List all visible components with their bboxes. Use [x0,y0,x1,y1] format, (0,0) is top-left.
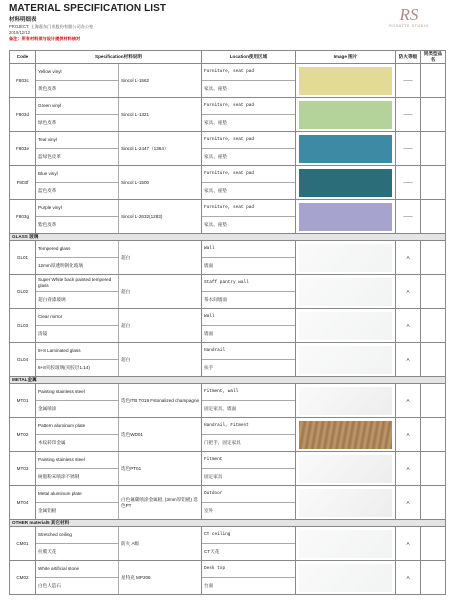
material-swatch [299,101,392,129]
location-english: Furniture, seat pad [202,98,295,115]
specification-cell [36,561,202,595]
fire-rating: —— [396,132,421,166]
specification-cell [36,132,202,166]
material-swatch [299,387,392,415]
section-title: METAL金属 [10,377,446,384]
same-type-name [421,200,446,234]
material-image-cell [296,527,396,561]
document-note: 备注：所有材料须与设计提供材料核对 [9,36,81,41]
fire-rating: A [396,309,421,343]
specification-cell [36,241,202,275]
location-cell [202,98,296,132]
material-swatch [299,203,392,231]
specification-cell [36,98,202,132]
spec-english: Painting stainless steel [36,384,118,401]
location-cell [202,275,296,309]
fire-rating: A [396,486,421,520]
material-image-cell [296,132,396,166]
spec-chinese: 12mm厚透明钢化玻璃 [38,263,83,268]
table-header-row [10,51,446,64]
spec-chinese: 白色人造石 [38,583,61,588]
spec-supplier: 防火 A级 [121,540,140,546]
material-swatch [299,564,392,592]
spec-chinese: 清镜 [38,331,48,336]
spec-supplier: 选色PT01 [121,465,142,471]
material-swatch [299,455,392,483]
same-type-name [421,275,446,309]
table-row [10,200,446,234]
table-row [10,418,446,452]
specification-cell [36,166,202,200]
location-english: Furniture, seat pad [202,166,295,183]
material-code: MT01 [10,384,36,418]
spec-supplier: 选色WD01 [121,431,143,437]
table-row [10,98,446,132]
specification-cell [36,64,202,98]
spec-supplier: Sincol L-1500 [121,179,150,185]
specification-cell [36,200,202,234]
material-image-cell [296,452,396,486]
logo-brand: ROSATTE STUDIO [389,24,429,28]
logo-mark: RS [399,5,419,24]
material-swatch [299,169,392,197]
location-english: Wall [202,241,295,258]
same-type-name [421,384,446,418]
location-chinese: 家具、座垫 [204,154,227,159]
location-english: Wall [202,309,295,326]
spec-chinese: 蓝色皮革 [38,188,57,193]
material-image-cell [296,275,396,309]
spec-english: Green vinyl [36,98,118,115]
material-image-cell [296,241,396,275]
material-code: GL04 [10,343,36,377]
table-row [10,527,446,561]
location-chinese: 门把手、固定家具 [204,440,241,445]
spec-chinese: 蓝绿色皮革 [38,154,61,159]
spec-supplier: 星特克 MP206 [121,574,151,580]
specification-cell [36,418,202,452]
col-header-code: Code [10,51,36,64]
spec-english: 8+8 Laminated glass [36,343,118,360]
spec-english: Stretched ceiling [36,527,118,544]
same-type-name [421,561,446,595]
spec-english: Pattern aluminum plate [36,418,118,435]
same-type-name [421,241,446,275]
spec-supplier: 超白 [121,322,131,328]
location-english: Furniture, seat pad [202,200,295,217]
location-chinese: 室外 [204,508,214,513]
material-code: GL02 [10,275,36,309]
spec-supplier: 选色ITB T019 Fstonalized champagne [121,397,200,403]
table-row [10,309,446,343]
spec-supplier: 超白 [121,288,131,294]
location-cell [202,241,296,275]
document-subtitle: 材料明细表 [9,17,37,23]
location-cell [202,486,296,520]
location-cell [202,384,296,418]
material-code: GL03 [10,309,36,343]
fire-rating: A [396,275,421,309]
spec-chinese: 绿色皮革 [38,120,57,125]
document-title: MATERIAL SPECIFICATION LIST [9,3,167,14]
spec-chinese: 树脂粉末喷涂不锈钢 [38,474,80,479]
spec-english: Purple vinyl [36,200,118,217]
spec-supplier: Sincol L-1562 [121,77,150,83]
spec-english: White artificial stone [36,561,118,578]
location-english: Staff pantry wall [202,275,295,292]
location-chinese: 墙面 [204,263,214,268]
location-cell [202,418,296,452]
material-image-cell [296,309,396,343]
fire-rating: —— [396,98,421,132]
location-chinese: 家具、座垫 [204,222,227,227]
spec-english: Tempered glass [36,241,118,258]
location-english: Fitment, wall [202,384,295,401]
location-chinese: 墙面 [204,331,214,336]
fire-rating: —— [396,166,421,200]
location-english: Furniture, seat pad [202,64,295,81]
spec-supplier: 白色氟碳喷涂金属板, (3mm厚铝板) 选色PT [121,496,198,508]
material-image-cell [296,98,396,132]
material-code: F803g [10,200,36,234]
location-english: CT ceiling [202,527,295,544]
material-swatch [299,135,392,163]
location-english: Desk top [202,561,295,578]
spec-supplier: Sincol L-2632(1283) [121,213,163,219]
company-logo [382,6,436,29]
table-row [10,132,446,166]
material-image-cell [296,343,396,377]
spec-english: Painting stainless steel [36,452,118,469]
col-header-location: Location使用区域 [202,51,296,64]
location-cell [202,561,296,595]
location-english: Furniture, seat pad [202,132,295,149]
location-chinese: CT天花 [204,549,220,554]
specification-cell [36,486,202,520]
material-code: MT04 [10,486,36,520]
material-swatch [299,346,392,374]
specification-cell [36,452,202,486]
table-row [10,275,446,309]
spec-chinese: 木纹转印金属 [38,440,66,445]
same-type-name [421,64,446,98]
location-chinese: 固定家具、墙面 [204,406,237,411]
spec-english: Super White back painted tempered glass [36,275,118,292]
material-image-cell [296,486,396,520]
fire-rating: A [396,384,421,418]
same-type-name [421,132,446,166]
location-chinese: 家具、座垫 [204,188,227,193]
spec-chinese: 8+8夹胶玻璃(夹胶层1.14) [38,365,90,370]
section-header-row [10,520,446,527]
location-cell [202,166,296,200]
material-swatch [299,421,392,449]
spec-supplier: 超白 [121,356,131,362]
spec-english: Metal aluminum plate [36,486,118,503]
fire-rating: —— [396,200,421,234]
table-row [10,343,446,377]
spec-english: Blue vinyl [36,166,118,183]
specification-cell [36,309,202,343]
material-code: MT02 [10,418,36,452]
section-title: GLASS 玻璃 [10,234,446,241]
spec-supplier: Sincol L-2447（1364） [121,145,169,151]
table-row [10,166,446,200]
fire-rating: —— [396,64,421,98]
table-body [10,64,446,595]
location-chinese: 固定家具 [204,474,223,479]
project-name: PROJECT: 上海嘉东门业股份有限公司办公室 [9,24,94,29]
material-code: F803e [10,132,36,166]
same-type-name [421,98,446,132]
location-english: Fitment [202,452,295,469]
document-date: 2019/12/13 [9,30,30,35]
col-header-same-type: 同类型品名 [421,51,446,64]
location-cell [202,309,296,343]
specification-cell [36,384,202,418]
material-code: F803f [10,166,36,200]
fire-rating: A [396,241,421,275]
spec-chinese: 紫色皮革 [38,222,57,227]
specification-cell [36,275,202,309]
same-type-name [421,309,446,343]
location-cell [202,343,296,377]
material-swatch [299,244,392,272]
specification-cell [36,343,202,377]
material-image-cell [296,384,396,418]
spec-chinese: 超白背漆玻璃 [38,297,66,302]
spec-chinese: 金属喷涂 [38,406,57,411]
same-type-name [421,343,446,377]
material-image-cell [296,166,396,200]
same-type-name [421,166,446,200]
col-header-fire-rating: 防火等级 [396,51,421,64]
spec-english: Yellow vinyl [36,64,118,81]
location-cell [202,64,296,98]
same-type-name [421,527,446,561]
same-type-name [421,418,446,452]
spec-chinese: 拉膜天花 [38,549,57,554]
location-chinese: 家具、座垫 [204,86,227,91]
material-code: MT03 [10,452,36,486]
material-code: CM01 [10,527,36,561]
fire-rating: A [396,452,421,486]
col-header-image: Image 图片 [296,51,396,64]
location-english: Handrail, Fitment [202,418,295,435]
table-row [10,486,446,520]
fire-rating: A [396,561,421,595]
section-header-row [10,377,446,384]
table-row [10,64,446,98]
section-header-row [10,234,446,241]
location-english: Outdoor [202,486,295,503]
col-header-spec: Specification材料说明 [36,51,202,64]
fire-rating: A [396,527,421,561]
spec-supplier: Sincol L-1321 [121,111,150,117]
document-header [9,3,429,42]
location-chinese: 茶水间墙面 [204,297,227,302]
material-code: CM02 [10,561,36,595]
same-type-name [421,452,446,486]
fire-rating: A [396,418,421,452]
material-image-cell [296,561,396,595]
spec-english: Teal vinyl [36,132,118,149]
location-cell [202,527,296,561]
table-row [10,384,446,418]
material-swatch [299,278,392,306]
location-english: Handrail [202,343,295,360]
specification-cell [36,527,202,561]
location-cell [202,132,296,166]
material-image-cell [296,418,396,452]
fire-rating: A [396,343,421,377]
material-swatch [299,530,392,558]
material-swatch [299,67,392,95]
section-title: OTHER material5 其它材料 [10,520,446,527]
material-swatch [299,489,392,517]
spec-supplier: 超白 [121,254,131,260]
spec-chinese: 黄色皮革 [38,86,57,91]
material-swatch [299,312,392,340]
material-code: GL01 [10,241,36,275]
material-image-cell [296,64,396,98]
material-spec-table [9,50,446,595]
location-chinese: 台面 [204,583,214,588]
location-cell [202,452,296,486]
material-code: F803c [10,64,36,98]
same-type-name [421,486,446,520]
table-row [10,452,446,486]
spec-english: Clear mirror [36,309,118,326]
table-row [10,561,446,595]
material-image-cell [296,200,396,234]
material-code: F803d [10,98,36,132]
location-chinese: 扶手 [204,365,214,370]
spec-chinese: 金属铝板 [38,508,57,513]
location-chinese: 家具、座垫 [204,120,227,125]
location-cell [202,200,296,234]
table-row [10,241,446,275]
